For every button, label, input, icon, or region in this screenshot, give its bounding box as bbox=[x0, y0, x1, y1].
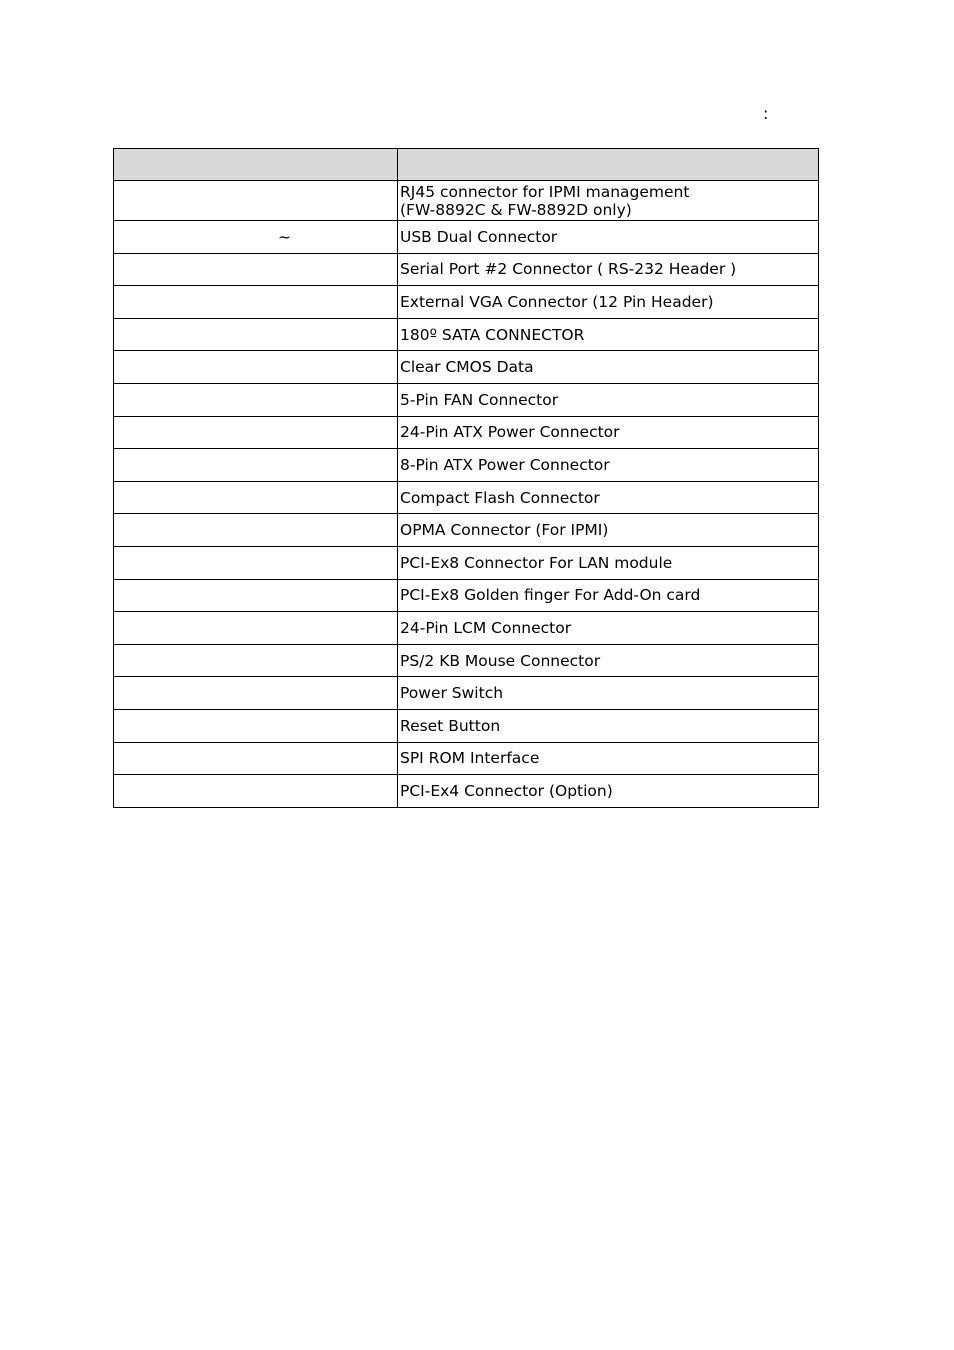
table-row bbox=[114, 449, 819, 482]
table-row bbox=[114, 481, 819, 514]
connector-label-cell bbox=[114, 481, 398, 514]
connector-label-cell bbox=[114, 181, 398, 221]
connector-description: SPI ROM Interface bbox=[400, 749, 540, 768]
connector-description: USB Dual Connector bbox=[400, 227, 558, 246]
connector-description: 180º SATA CONNECTOR bbox=[400, 325, 585, 344]
connector-description: Reset Button bbox=[400, 716, 501, 735]
connector-label-cell bbox=[114, 416, 398, 449]
connector-description: OPMA Connector (For IPMI) bbox=[400, 521, 609, 540]
connector-description: PCI-Ex4 Connector (Option) bbox=[400, 781, 613, 800]
connector-label-cell bbox=[114, 383, 398, 416]
connector-description-cell bbox=[398, 775, 819, 808]
connector-description: Serial Port #2 Connector ( RS-232 Header ) bbox=[400, 260, 737, 279]
header-colon: : bbox=[763, 104, 769, 123]
connector-description-cell bbox=[398, 416, 819, 449]
table-row bbox=[114, 775, 819, 808]
table-row bbox=[114, 351, 819, 384]
connector-description-cell bbox=[398, 351, 819, 384]
connector-description-cell bbox=[398, 481, 819, 514]
connector-label-cell bbox=[114, 351, 398, 384]
connector-label-cell bbox=[114, 514, 398, 547]
connector-description-cell bbox=[398, 221, 819, 254]
table-row bbox=[114, 677, 819, 710]
connector-description-cell bbox=[398, 181, 819, 221]
table-row bbox=[114, 383, 819, 416]
connector-description: PS/2 KB Mouse Connector bbox=[400, 651, 601, 670]
connector-description: RJ45 connector for IPMI management bbox=[400, 182, 690, 201]
table-row bbox=[114, 286, 819, 319]
connector-description-cell bbox=[398, 742, 819, 775]
connector-description-cell bbox=[398, 383, 819, 416]
connector-label-cell bbox=[114, 612, 398, 645]
connector-description: 24-Pin LCM Connector bbox=[400, 618, 572, 637]
connector-description: Compact Flash Connector bbox=[400, 488, 600, 507]
connector-description: PCI-Ex8 Golden finger For Add-On card bbox=[400, 586, 701, 605]
table-row bbox=[114, 742, 819, 775]
table-row bbox=[114, 221, 819, 254]
connector-description: 5-Pin FAN Connector bbox=[400, 390, 559, 409]
connector-description: Clear CMOS Data bbox=[400, 358, 534, 377]
table-row bbox=[114, 709, 819, 742]
table-row bbox=[114, 181, 819, 221]
connector-label-cell bbox=[114, 253, 398, 286]
connector-description-cell bbox=[398, 449, 819, 482]
connector-description: Power Switch bbox=[400, 684, 504, 703]
table-row bbox=[114, 253, 819, 286]
connector-description-cell bbox=[398, 253, 819, 286]
connector-label-cell bbox=[114, 644, 398, 677]
connector-label-cell bbox=[114, 546, 398, 579]
table-body bbox=[114, 181, 819, 808]
table-row bbox=[114, 579, 819, 612]
column-header-description bbox=[398, 149, 819, 181]
connector-label-cell bbox=[114, 677, 398, 710]
connector-description-cell bbox=[398, 546, 819, 579]
connector-description-cell bbox=[398, 579, 819, 612]
connector-description-cell bbox=[398, 612, 819, 645]
connector-label-cell bbox=[114, 709, 398, 742]
connector-description-cell bbox=[398, 318, 819, 351]
connector-label-cell bbox=[114, 742, 398, 775]
column-header-connector bbox=[114, 149, 398, 181]
connector-description-cell bbox=[398, 677, 819, 710]
connector-label-cell bbox=[114, 449, 398, 482]
connector-description: External VGA Connector (12 Pin Header) bbox=[400, 292, 714, 311]
connector-description: 8-Pin ATX Power Connector bbox=[400, 455, 610, 474]
connector-label-cell bbox=[114, 286, 398, 319]
connector-description: 24-Pin ATX Power Connector bbox=[400, 423, 620, 442]
connector-description-cell bbox=[398, 709, 819, 742]
table-row bbox=[114, 546, 819, 579]
connector-label-cell bbox=[114, 221, 398, 254]
connector-description: (FW-8892C & FW-8892D only) bbox=[400, 200, 632, 219]
table-row bbox=[114, 612, 819, 645]
table-row bbox=[114, 644, 819, 677]
table-row bbox=[114, 514, 819, 547]
connector-label-cell bbox=[114, 579, 398, 612]
connector-description: PCI-Ex8 Connector For LAN module bbox=[400, 553, 673, 572]
connector-description-cell bbox=[398, 644, 819, 677]
connector-description-cell bbox=[398, 514, 819, 547]
connector-label-cell bbox=[114, 318, 398, 351]
connector-label: ~ bbox=[278, 227, 291, 246]
table-header-row bbox=[114, 149, 819, 181]
table-row bbox=[114, 416, 819, 449]
table-row bbox=[114, 318, 819, 351]
connector-label-cell bbox=[114, 775, 398, 808]
connector-table bbox=[113, 148, 819, 808]
connector-description-cell bbox=[398, 286, 819, 319]
